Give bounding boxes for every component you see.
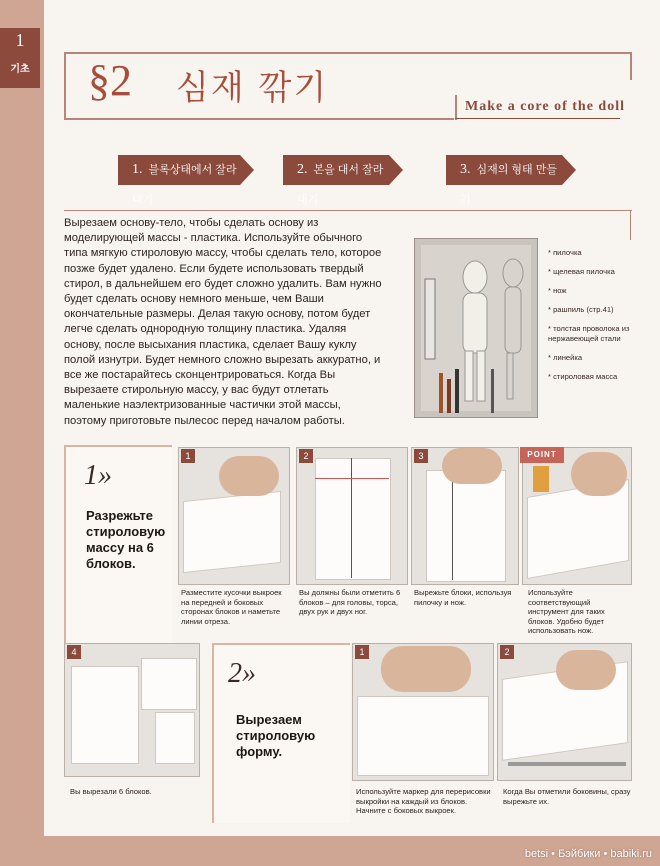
tools-illustration	[415, 239, 537, 417]
section1-title: Разрежьте стироловую массу на 6 блоков.	[86, 508, 166, 571]
header-left-rule	[64, 52, 66, 120]
subtitle-divider	[455, 95, 457, 120]
hand-shape	[571, 452, 627, 496]
side-tab-number: 1	[15, 30, 25, 50]
intro-right-rule	[630, 210, 631, 240]
section2-number: 2»	[228, 658, 256, 689]
step-number: 3.	[460, 162, 471, 177]
tool-item: * нож	[548, 286, 567, 295]
tool-item: * рашпиль (стр.41)	[548, 305, 614, 314]
header-bottom-rule	[64, 118, 454, 120]
foam-block	[426, 470, 506, 582]
step-banner-1	[118, 155, 240, 206]
step-photo	[522, 447, 632, 585]
step-arrow-icon	[562, 155, 576, 185]
photo-badge: 1	[181, 449, 195, 463]
point-badge: POINT	[520, 447, 564, 463]
side-tab-label: 기초	[10, 64, 30, 75]
step-photo	[64, 643, 200, 777]
section-number: §2	[88, 56, 132, 105]
foam-block	[183, 491, 281, 573]
tool-item: * стироловая масса	[548, 372, 618, 381]
header-right-rule	[630, 52, 632, 80]
intro-top-rule	[64, 210, 632, 211]
step-photo	[411, 447, 519, 585]
step-number: 2.	[297, 162, 308, 177]
hand-shape	[442, 448, 502, 484]
step-photo	[178, 447, 290, 585]
photo-caption: Разместите кусочки выкроек на передней и боковых сторонах блоков и наметьте линии отреза.	[181, 588, 282, 626]
step-banner-2	[283, 155, 389, 206]
tools-list	[548, 248, 648, 391]
tool-item: * линейка	[548, 353, 583, 362]
tool-item: * щелевая пилочка	[548, 267, 615, 276]
foam-block	[315, 458, 391, 580]
ruler-shape	[508, 762, 626, 766]
step-arrow-icon	[240, 155, 254, 185]
foam-block	[357, 696, 489, 776]
step-label: 심재의 형태 만들기	[460, 164, 557, 206]
photo-caption: Используйте соответствующий инструмент для таких блоков. Удобно будет использовать нож.	[528, 588, 605, 636]
page-subtitle: Make a core of the doll	[465, 99, 625, 114]
photo-badge: 2	[500, 645, 514, 659]
hand-shape	[381, 646, 471, 692]
step-number: 1.	[132, 162, 143, 177]
page-title: 심재 깎기	[176, 68, 329, 108]
tool-item: * пилочка	[548, 248, 582, 257]
photo-badge: 4	[67, 645, 81, 659]
cut-line	[351, 458, 352, 578]
section1-number: 1»	[84, 460, 112, 491]
photo-badge: 2	[299, 449, 313, 463]
step-banner-3	[446, 155, 562, 206]
tool-item: * толстая проволока из нержавеющей стали	[548, 324, 630, 343]
hand-shape	[556, 650, 616, 690]
foam-block	[71, 666, 139, 764]
header-top-rule	[64, 52, 632, 54]
photo-caption: Вы вырезали 6 блоков.	[70, 787, 152, 796]
foam-block	[141, 658, 197, 710]
foam-block	[155, 712, 195, 764]
photo-caption: Используйте маркер для перерисовки выкройки на каждый из блоков. Начните с боковых выкроек.	[356, 787, 491, 816]
photo-caption: Вы должны были отметить 6 блоков – для головы, торса, двух рук и двух ног.	[299, 588, 401, 617]
knife-handle	[533, 466, 549, 492]
step-arrow-icon	[389, 155, 403, 185]
watermark: betsi • Бэйбики • babiki.ru	[524, 848, 652, 860]
intro-paragraph: Вырезаем основу-тело, чтобы сделать основу из моделирующей массы - пластика. Используйте обычного типа мягкую стироловую массу, чтобы сделать тело, которое позже будет удалено. Если будете использовать твердый стирол, в дальнейшем его будет сложно удалить. Вам нужно будет сделать основу немного меньше, чем Ваши окончательные размеры. Делая такую основу, потом будет легче сделать однородную толщину пластика. Удаляя основу, после высыхания пластика, сделает Вашу куклу полой изнутри. Будет немного сложно вырезать аккуратно, и все же постарайтесь сконцентрироваться. Когда Вы вырезаете стирольную массу, у вас будут отлетать маленькие наэлектризованные частички этой массы, поэтому приготовьте пылесос перед началом работы.	[64, 217, 382, 427]
cut-line	[452, 470, 453, 580]
photo-caption: Вырежьте блоки, используя пилочку и нож.	[414, 588, 512, 607]
step-photo	[497, 643, 632, 781]
photo-badge: 3	[414, 449, 428, 463]
step-photo	[352, 643, 494, 781]
step-label: 블록상태에서 잘라내기	[132, 164, 237, 206]
subtitle-underline	[455, 118, 620, 119]
photo-badge: 1	[355, 645, 369, 659]
cut-line	[315, 478, 389, 479]
tools-photo	[414, 238, 538, 418]
step-label: 본을 대서 잘라내기	[297, 164, 384, 206]
hand-shape	[219, 456, 279, 496]
photo-caption: Когда Вы отметили боковины, сразу вырежьте их.	[503, 787, 631, 806]
section2-title: Вырезаем стироловую форму.	[236, 712, 316, 759]
step-photo	[296, 447, 408, 585]
